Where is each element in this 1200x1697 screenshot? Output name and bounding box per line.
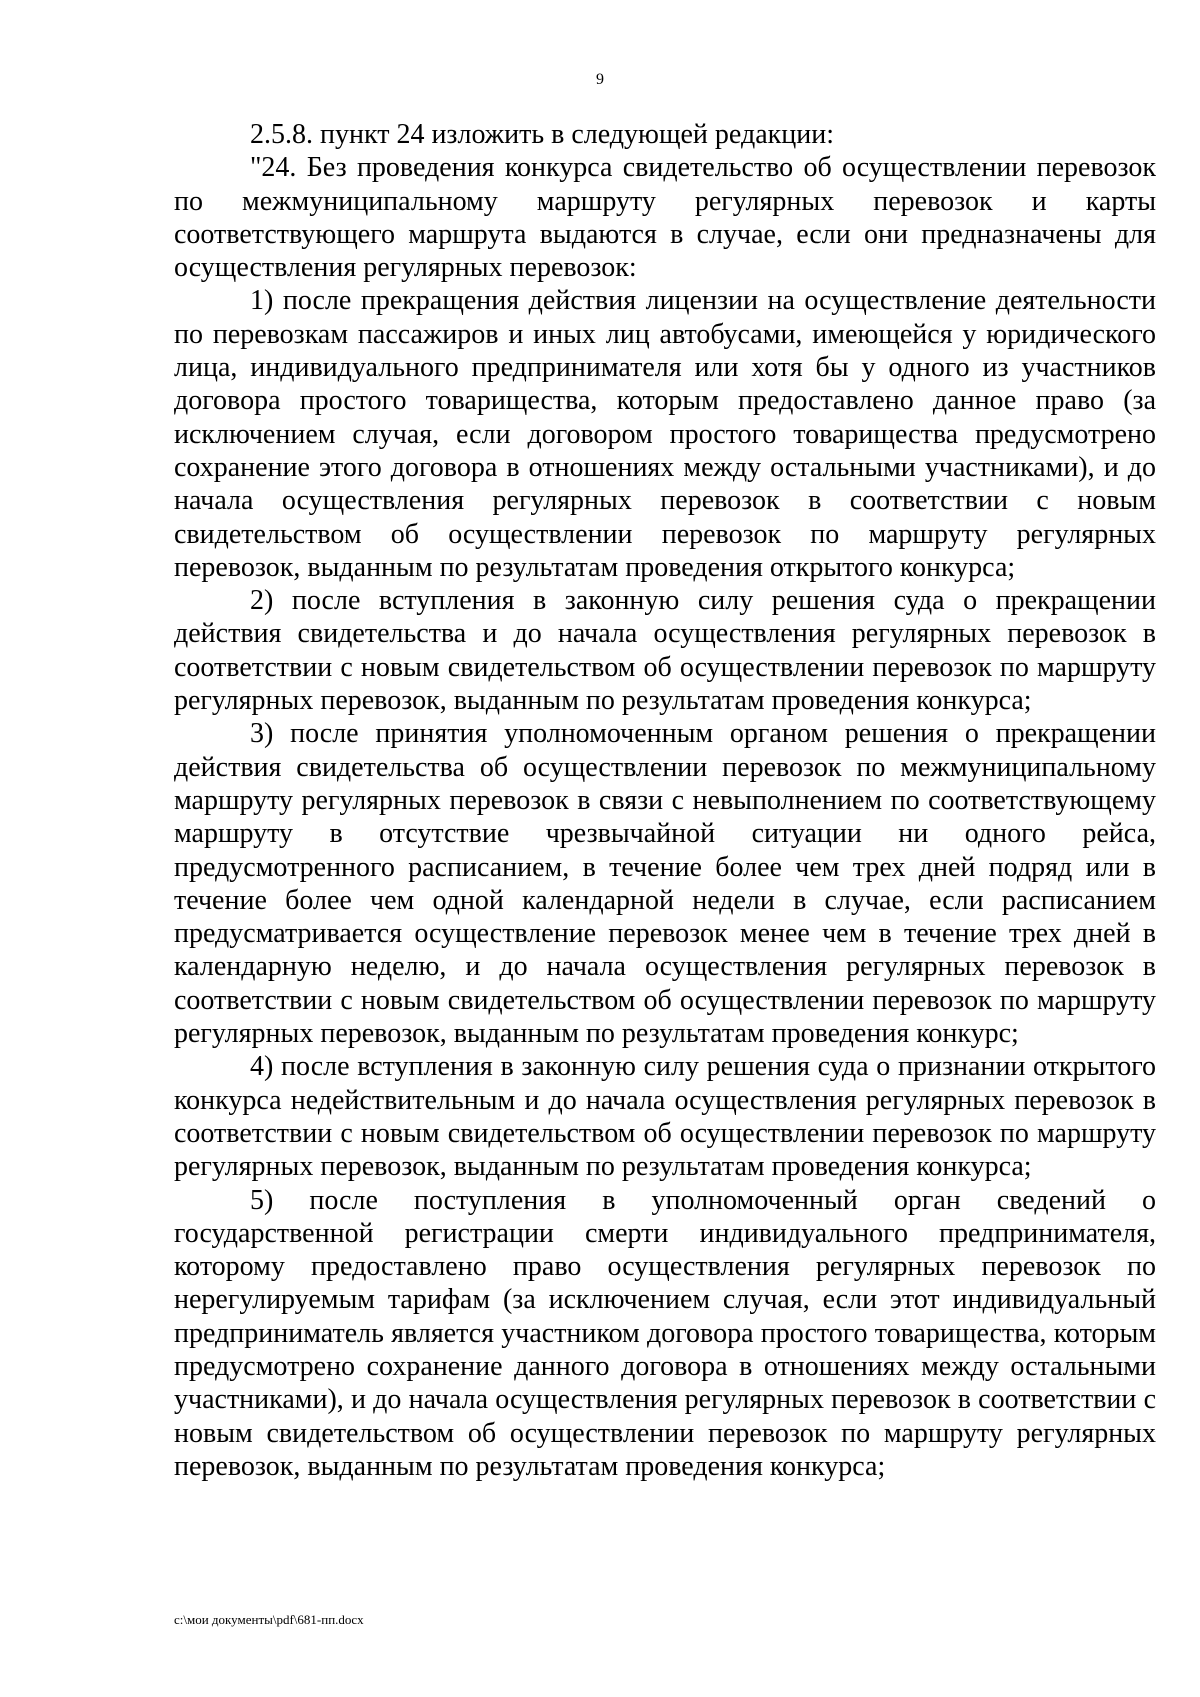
- paragraph-subpoint-3: 3) после принятия уполномоченным органом решения о прекращении действия свидетельства об осуществлении перевозок по межмуниципальному маршруту регулярных перевозок в связи с невыполнением по соответствующему маршруту в отсутствие чрезвычайной ситуации ни одного рейса, предусмотренного расписанием, в течение более чем трех дней подряд или в течение более чем одной календарной недели в случае, если расписанием предусматривается осуществление перевозок менее чем в течение трех дней в календарную неделю, и до начала осуществления регулярных перевозок в соответствии с новым свидетельством об осуществлении перевозок по маршруту регулярных перевозок, выданным по результатам проведения конкурс;: [174, 718, 1156, 1050]
- paragraph-heading-2-5-8: 2.5.8. пункт 24 изложить в следующей редакции:: [250, 119, 834, 150]
- paragraph-subpoint-4: 4) после вступления в законную силу решения суда о признании открытого конкурса недействительным и до начала осуществления регулярных перевозок в соответствии с новым свидетельством об осуществлении перевозок по маршруту регулярных перевозок, выданным по результатам проведения конкурса;: [174, 1051, 1156, 1183]
- paragraph-subpoint-1: 1) после прекращения действия лицензии на осуществление деятельности по перевозкам пассажиров и иных лиц автобусами, имеющейся у юридического лица, индивидуального предпринимателя или хотя бы у одного из участников договора простого товарищества, которым предоставлено данное право (за исключением случая, если договором простого товарищества предусмотрено сохранение этого договора в отношениях между остальными участниками), и до начала осуществления регулярных перевозок в соответствии с новым свидетельством об осуществлении перевозок по маршруту регулярных перевозок, выданным по результатам проведения открытого конкурса;: [174, 285, 1156, 583]
- paragraph-point-24: "24. Без проведения конкурса свидетельство об осуществлении перевозок по межмуниципальному маршруту регулярных перевозок и карты соответствующего маршрута выдаются в случае, если они предназначены для осуществления регулярных перевозок:: [174, 152, 1156, 284]
- paragraph-subpoint-5: 5) после поступления в уполномоченный орган сведений о государственной регистрации смерти индивидуального предпринимателя, которому предоставлено право осуществления регулярных перевозок по нерегулируемым тарифам (за исключением случая, если этот индивидуальный предприниматель является участником договора простого товарищества, которым предусмотрено сохранение данного договора в отношениях между остальными участниками), и до начала осуществления регулярных перевозок в соответствии с новым свидетельством об осуществлении перевозок по маршруту регулярных перевозок, выданным по результатам проведения конкурса;: [174, 1184, 1156, 1482]
- document-body: [174, 118, 1156, 1483]
- paragraph-subpoint-2: 2) после вступления в законную силу решения суда о прекращении действия свидетельства и до начала осуществления регулярных перевозок в соответствии с новым свидетельством об осуществлении перевозок по маршруту регулярных перевозок, выданным по результатам проведения конкурса;: [174, 585, 1156, 717]
- footer-file-path: c:\мои документы\pdf\681-пп.docx: [174, 1612, 364, 1627]
- page-number: 9: [596, 71, 604, 88]
